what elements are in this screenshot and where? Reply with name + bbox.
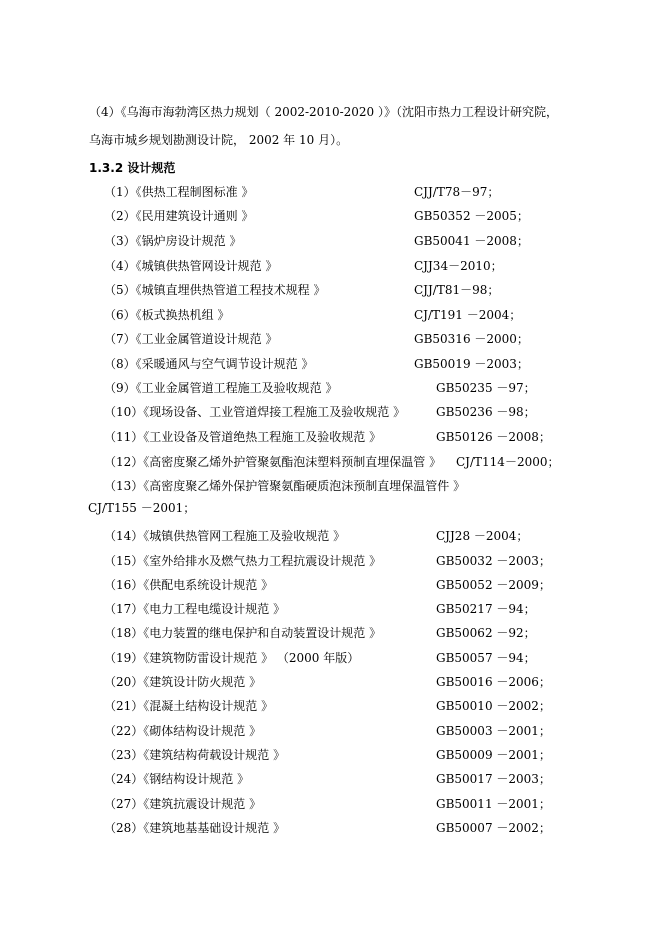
- standard-item: [0, 307, 662, 323]
- intro-line-1: （4）《乌海市海勃湾区热力规划（ 2002-2010-2020 ）》（沈阳市热力工程设计研究院，: [89, 105, 558, 119]
- standard-item: [0, 528, 662, 544]
- standard-code: GB50041 －2008；: [414, 234, 529, 248]
- standard-title: （14）《城镇供热管网工程施工及验收规范 》: [104, 529, 346, 543]
- standard-title: （23）《建筑结构荷载设计规范 》: [104, 748, 286, 762]
- standard-title: （21）《混凝土结构设计规范 》: [104, 699, 274, 713]
- standard-code: GB50057 －94；: [436, 651, 536, 665]
- standard-code: GB50217 －94；: [436, 602, 536, 616]
- standard-item: [0, 404, 662, 420]
- standard-item: [0, 553, 662, 569]
- standard-title: （13）《高密度聚乙烯外保护管聚氨酯硬质泡沫预制直埋保温管件 》: [104, 479, 466, 493]
- standard-code: GB50032 －2003；: [436, 554, 551, 568]
- standard-title: （4）《城镇供热管网设计规范 》: [104, 259, 278, 273]
- standard-item: [0, 674, 662, 690]
- standard-code: GB50316 －2000；: [414, 332, 529, 346]
- intro-line-2: 乌海市城乡规划勘测设计院， 2002 年 10 月）。: [89, 133, 349, 147]
- standard-title: （15）《室外给排水及燃气热力工程抗震设计规范 》: [104, 554, 382, 568]
- standard-code: GB50019 －2003；: [414, 357, 529, 371]
- standard-title: （6）《板式换热机组 》: [104, 308, 230, 322]
- standard-code: GB50010 －2002；: [436, 699, 551, 713]
- standard-item: [0, 380, 662, 396]
- standard-item: [0, 796, 662, 812]
- standard-item: [0, 454, 662, 470]
- standard-item: [0, 723, 662, 739]
- standard-title: （16）《供配电系统设计规范 》: [104, 578, 274, 592]
- standard-title: （20）《建筑设计防火规范 》: [104, 675, 262, 689]
- standard-code: GB50017 －2003；: [436, 772, 551, 786]
- standard-title: （5）《城镇直埋供热管道工程技术规程 》: [104, 283, 326, 297]
- standard-item: [0, 258, 662, 274]
- standard-title: （2）《民用建筑设计通则 》: [104, 209, 254, 223]
- standard-item: [0, 233, 662, 249]
- standard-title: （9）《工业金属管道工程施工及验收规范 》: [104, 381, 338, 395]
- standard-code: GB50052 －2009；: [436, 578, 551, 592]
- standard-item: [0, 820, 662, 836]
- standard-item: [0, 698, 662, 714]
- standard-code: GB50062 －92；: [436, 626, 536, 640]
- standard-item: [0, 601, 662, 617]
- standard-code: GB50016 －2006；: [436, 675, 551, 689]
- standard-item: [0, 577, 662, 593]
- standard-item: [0, 650, 662, 666]
- standard-item: [0, 184, 662, 200]
- item-13-continuation: CJ/T155 －2001；: [88, 501, 196, 515]
- standard-code: GB50003 －2001；: [436, 724, 551, 738]
- standard-code: CJJ34－2010；: [414, 259, 503, 273]
- standard-item: [0, 208, 662, 224]
- standard-code: GB50011 －2001；: [436, 797, 551, 811]
- standard-code: CJ/T191 －2004；: [414, 308, 522, 322]
- standard-title: （18）《电力装置的继电保护和自动装置设计规范 》: [104, 626, 382, 640]
- standard-code: GB50126 －2008；: [436, 430, 551, 444]
- standard-title: （17）《电力工程电缆设计规范 》: [104, 602, 286, 616]
- standard-title: （27）《建筑抗震设计规范 》: [104, 797, 262, 811]
- standard-item: [0, 625, 662, 641]
- standard-title: （1）《供热工程制图标准 》: [104, 185, 254, 199]
- standard-title: （24）《钢结构设计规范 》: [104, 772, 250, 786]
- standard-title: （11）《工业设备及管道绝热工程施工及验收规范 》: [104, 430, 382, 444]
- standard-code: GB50352 －2005；: [414, 209, 529, 223]
- standard-item: [0, 331, 662, 347]
- standard-code: GB50235 －97；: [436, 381, 536, 395]
- standard-title: （12）《高密度聚乙烯外护管聚氨酯泡沫塑料预制直埋保温管 》: [104, 455, 442, 469]
- standard-item: [0, 771, 662, 787]
- standard-title: （3）《锅炉房设计规范 》: [104, 234, 242, 248]
- standard-title: （28）《建筑地基基础设计规范 》: [104, 821, 286, 835]
- standard-title: （19）《建筑物防雷设计规范 》 （2000 年版）: [104, 651, 360, 665]
- standard-item: [0, 356, 662, 372]
- standard-item: [0, 478, 662, 494]
- standard-code: GB50236 －98；: [436, 405, 536, 419]
- standard-title: （7）《工业金属管道设计规范 》: [104, 332, 278, 346]
- standard-code: CJJ/T78－97；: [414, 185, 500, 199]
- standard-title: （8）《采暖通风与空气调节设计规范 》: [104, 357, 314, 371]
- standard-title: （10）《现场设备、工业管道焊接工程施工及验收规范 》: [104, 405, 406, 419]
- standard-item: [0, 429, 662, 445]
- standard-item: [0, 747, 662, 763]
- standard-code: CJJ/T81－98；: [414, 283, 500, 297]
- section-heading: 1.3.2 设计规范: [89, 161, 176, 175]
- standard-title: （22）《砌体结构设计规范 》: [104, 724, 262, 738]
- standard-code: CJJ28 －2004；: [436, 529, 529, 543]
- standard-code: CJ/T114－2000；: [456, 455, 560, 469]
- standard-item: [0, 282, 662, 298]
- standard-code: GB50009 －2001；: [436, 748, 551, 762]
- standard-code: GB50007 －2002；: [436, 821, 551, 835]
